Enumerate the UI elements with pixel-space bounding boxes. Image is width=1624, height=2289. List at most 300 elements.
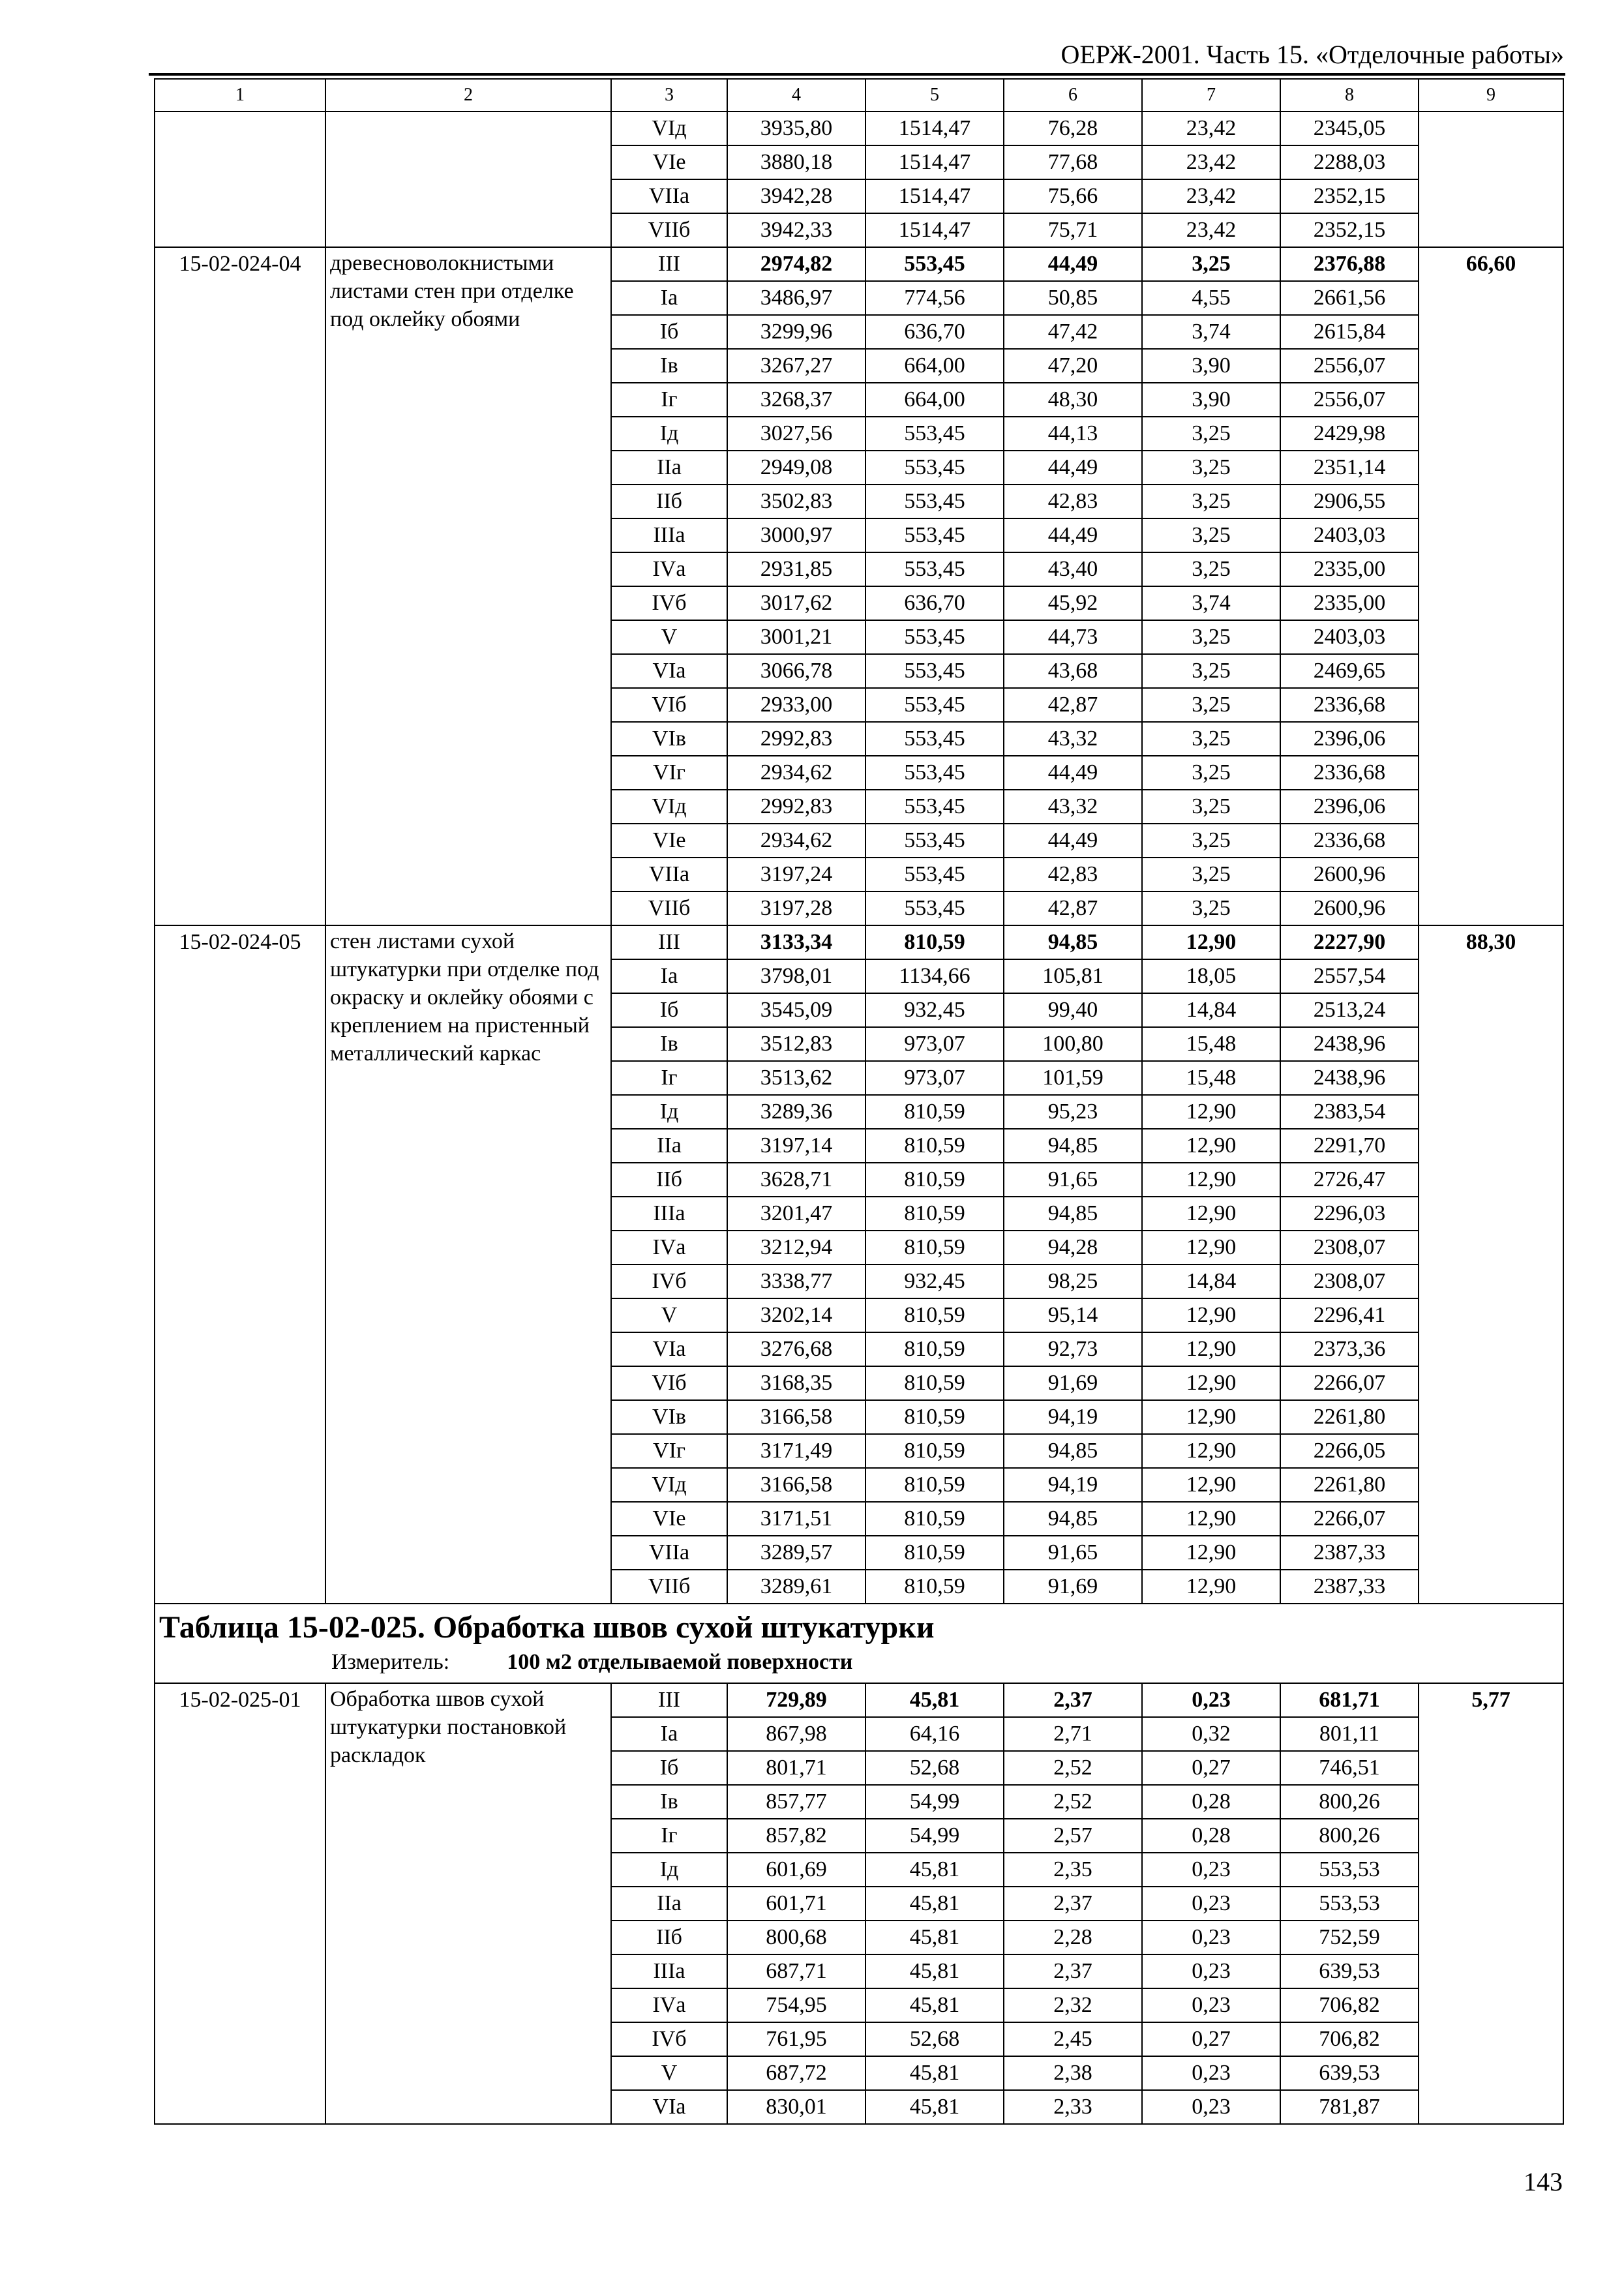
direct-costs-cell: 857,77 xyxy=(727,1785,865,1819)
wages-cell: 553,45 xyxy=(865,756,1004,790)
direct-costs-cell: 761,95 xyxy=(727,2022,865,2056)
column-number-cell: 9 xyxy=(1419,79,1563,112)
materials-cell: 2661,56 xyxy=(1280,281,1419,315)
zone-cell: III xyxy=(611,925,727,959)
wages-cell: 45,81 xyxy=(865,1683,1004,1717)
description-cell: древесноволокнистыми листами стен при отделке под оклейку обоями xyxy=(325,247,611,925)
wages-cell: 45,81 xyxy=(865,2056,1004,2090)
direct-costs-cell: 2934,62 xyxy=(727,756,865,790)
driver-wages-cell: 3,25 xyxy=(1142,654,1280,688)
wages-cell: 553,45 xyxy=(865,688,1004,722)
driver-wages-cell: 3,25 xyxy=(1142,688,1280,722)
direct-costs-cell: 867,98 xyxy=(727,1717,865,1751)
materials-cell: 639,53 xyxy=(1280,2056,1419,2090)
driver-wages-cell: 15,48 xyxy=(1142,1061,1280,1095)
driver-wages-cell: 12,90 xyxy=(1142,1570,1280,1604)
driver-wages-cell: 3,25 xyxy=(1142,451,1280,485)
wages-cell: 810,59 xyxy=(865,1400,1004,1434)
zone-cell: Iв xyxy=(611,349,727,383)
wages-cell: 45,81 xyxy=(865,1988,1004,2022)
wages-cell: 810,59 xyxy=(865,1502,1004,1536)
zone-cell: VIа xyxy=(611,2090,727,2124)
direct-costs-cell: 3027,56 xyxy=(727,417,865,451)
materials-cell: 800,26 xyxy=(1280,1785,1419,1819)
materials-cell: 2438,96 xyxy=(1280,1027,1419,1061)
wages-cell: 810,59 xyxy=(865,1129,1004,1163)
machines-cell: 99,40 xyxy=(1004,993,1142,1027)
zone-cell: III xyxy=(611,247,727,281)
zone-cell: IIб xyxy=(611,485,727,518)
direct-costs-cell: 3276,68 xyxy=(727,1332,865,1366)
direct-costs-cell: 3171,51 xyxy=(727,1502,865,1536)
machines-cell: 2,57 xyxy=(1004,1819,1142,1853)
machines-cell: 94,19 xyxy=(1004,1400,1142,1434)
materials-cell: 801,11 xyxy=(1280,1717,1419,1751)
direct-costs-cell: 3066,78 xyxy=(727,654,865,688)
wages-cell: 553,45 xyxy=(865,417,1004,451)
materials-cell: 2308,07 xyxy=(1280,1264,1419,1298)
driver-wages-cell: 23,42 xyxy=(1142,179,1280,213)
machines-cell: 2,37 xyxy=(1004,1954,1142,1988)
materials-cell: 2557,54 xyxy=(1280,959,1419,993)
labor-rate-cell: 5,77 xyxy=(1419,1683,1563,2124)
driver-wages-cell: 3,25 xyxy=(1142,722,1280,756)
zone-cell: Iа xyxy=(611,959,727,993)
driver-wages-cell: 12,90 xyxy=(1142,1231,1280,1264)
driver-wages-cell: 12,90 xyxy=(1142,1434,1280,1468)
labor-rate-cell: 88,30 xyxy=(1419,925,1563,1604)
driver-wages-cell: 0,23 xyxy=(1142,1954,1280,1988)
direct-costs-cell: 687,71 xyxy=(727,1954,865,1988)
wages-cell: 553,45 xyxy=(865,858,1004,891)
materials-cell: 2266,07 xyxy=(1280,1366,1419,1400)
zone-cell: VIе xyxy=(611,824,727,858)
table-row xyxy=(155,247,1563,281)
wages-cell: 553,45 xyxy=(865,722,1004,756)
wages-cell: 973,07 xyxy=(865,1061,1004,1095)
wages-cell: 1514,47 xyxy=(865,145,1004,179)
zone-cell: IIб xyxy=(611,1921,727,1954)
materials-cell: 639,53 xyxy=(1280,1954,1419,1988)
direct-costs-cell: 3486,97 xyxy=(727,281,865,315)
zone-cell: IIIа xyxy=(611,1197,727,1231)
column-number-cell: 6 xyxy=(1004,79,1142,112)
driver-wages-cell: 3,25 xyxy=(1142,620,1280,654)
machines-cell: 2,45 xyxy=(1004,2022,1142,2056)
code-cell xyxy=(155,112,325,247)
wages-cell: 553,45 xyxy=(865,654,1004,688)
machines-cell: 43,32 xyxy=(1004,790,1142,824)
zone-cell: Iб xyxy=(611,993,727,1027)
driver-wages-cell: 0,23 xyxy=(1142,1921,1280,1954)
code-cell: 15-02-025-01 xyxy=(155,1683,325,2124)
driver-wages-cell: 3,25 xyxy=(1142,518,1280,552)
materials-cell: 2403,03 xyxy=(1280,620,1419,654)
machines-cell: 92,73 xyxy=(1004,1332,1142,1366)
wages-cell: 52,68 xyxy=(865,2022,1004,2056)
machines-cell: 48,30 xyxy=(1004,383,1142,417)
machines-cell: 95,23 xyxy=(1004,1095,1142,1129)
direct-costs-cell: 801,71 xyxy=(727,1751,865,1785)
driver-wages-cell: 23,42 xyxy=(1142,213,1280,247)
materials-cell: 2336,68 xyxy=(1280,824,1419,858)
direct-costs-cell: 3935,80 xyxy=(727,112,865,145)
machines-cell: 2,37 xyxy=(1004,1887,1142,1921)
materials-cell: 746,51 xyxy=(1280,1751,1419,1785)
zone-cell: Iг xyxy=(611,1819,727,1853)
column-number-row xyxy=(155,79,1563,112)
driver-wages-cell: 3,25 xyxy=(1142,858,1280,891)
materials-cell: 800,26 xyxy=(1280,1819,1419,1853)
zone-cell: V xyxy=(611,620,727,654)
driver-wages-cell: 23,42 xyxy=(1142,112,1280,145)
machines-cell: 47,20 xyxy=(1004,349,1142,383)
direct-costs-cell: 3212,94 xyxy=(727,1231,865,1264)
materials-cell: 2387,33 xyxy=(1280,1536,1419,1570)
zone-cell: IVа xyxy=(611,1231,727,1264)
wages-cell: 810,59 xyxy=(865,1570,1004,1604)
wages-cell: 1514,47 xyxy=(865,213,1004,247)
materials-cell: 706,82 xyxy=(1280,1988,1419,2022)
materials-cell: 681,71 xyxy=(1280,1683,1419,1717)
direct-costs-cell: 3299,96 xyxy=(727,315,865,349)
page-number: 143 xyxy=(1524,2167,1563,2196)
materials-cell: 781,87 xyxy=(1280,2090,1419,2124)
driver-wages-cell: 0,23 xyxy=(1142,1988,1280,2022)
wages-cell: 810,59 xyxy=(865,1231,1004,1264)
direct-costs-cell: 2992,83 xyxy=(727,722,865,756)
materials-cell: 2261,80 xyxy=(1280,1468,1419,1502)
direct-costs-cell: 601,71 xyxy=(727,1887,865,1921)
zone-cell: VIв xyxy=(611,722,727,756)
materials-cell: 553,53 xyxy=(1280,1887,1419,1921)
zone-cell: VIв xyxy=(611,1400,727,1434)
machines-cell: 42,83 xyxy=(1004,485,1142,518)
zone-cell: IVа xyxy=(611,1988,727,2022)
machines-cell: 91,65 xyxy=(1004,1536,1142,1570)
direct-costs-cell: 3942,33 xyxy=(727,213,865,247)
zone-cell: VIд xyxy=(611,790,727,824)
zone-cell: V xyxy=(611,2056,727,2090)
materials-cell: 2351,14 xyxy=(1280,451,1419,485)
zone-cell: Iб xyxy=(611,315,727,349)
driver-wages-cell: 4,55 xyxy=(1142,281,1280,315)
materials-cell: 2513,24 xyxy=(1280,993,1419,1027)
zone-cell: VIIб xyxy=(611,891,727,925)
direct-costs-cell: 3628,71 xyxy=(727,1163,865,1197)
machines-cell: 91,69 xyxy=(1004,1570,1142,1604)
machines-cell: 91,65 xyxy=(1004,1163,1142,1197)
driver-wages-cell: 0,23 xyxy=(1142,2090,1280,2124)
materials-cell: 2396,06 xyxy=(1280,722,1419,756)
machines-cell: 94,19 xyxy=(1004,1468,1142,1502)
wages-cell: 932,45 xyxy=(865,1264,1004,1298)
wages-cell: 553,45 xyxy=(865,518,1004,552)
direct-costs-cell: 3202,14 xyxy=(727,1298,865,1332)
column-number-cell: 7 xyxy=(1142,79,1280,112)
direct-costs-cell: 3166,58 xyxy=(727,1468,865,1502)
driver-wages-cell: 12,90 xyxy=(1142,1366,1280,1400)
machines-cell: 105,81 xyxy=(1004,959,1142,993)
zone-cell: VIIб xyxy=(611,1570,727,1604)
driver-wages-cell: 0,27 xyxy=(1142,1751,1280,1785)
code-cell: 15-02-024-05 xyxy=(155,925,325,1604)
wages-cell: 810,59 xyxy=(865,1163,1004,1197)
machines-cell: 44,49 xyxy=(1004,247,1142,281)
driver-wages-cell: 12,90 xyxy=(1142,1502,1280,1536)
direct-costs-cell: 3289,61 xyxy=(727,1570,865,1604)
zone-cell: Iв xyxy=(611,1027,727,1061)
wages-cell: 1514,47 xyxy=(865,112,1004,145)
machines-cell: 2,52 xyxy=(1004,1785,1142,1819)
direct-costs-cell: 3201,47 xyxy=(727,1197,865,1231)
materials-cell: 2296,03 xyxy=(1280,1197,1419,1231)
driver-wages-cell: 12,90 xyxy=(1142,1163,1280,1197)
machines-cell: 42,83 xyxy=(1004,858,1142,891)
direct-costs-cell: 687,72 xyxy=(727,2056,865,2090)
direct-costs-cell: 729,89 xyxy=(727,1683,865,1717)
wages-cell: 45,81 xyxy=(865,1954,1004,1988)
direct-costs-cell: 3289,57 xyxy=(727,1536,865,1570)
machines-cell: 94,85 xyxy=(1004,1197,1142,1231)
driver-wages-cell: 3,90 xyxy=(1142,383,1280,417)
zone-cell: VIд xyxy=(611,112,727,145)
machines-cell: 94,85 xyxy=(1004,925,1142,959)
zone-cell: VIа xyxy=(611,654,727,688)
direct-costs-cell: 3166,58 xyxy=(727,1400,865,1434)
column-number-cell: 4 xyxy=(727,79,865,112)
direct-costs-cell: 2933,00 xyxy=(727,688,865,722)
machines-cell: 2,28 xyxy=(1004,1921,1142,1954)
materials-cell: 2469,65 xyxy=(1280,654,1419,688)
direct-costs-cell: 754,95 xyxy=(727,1988,865,2022)
zone-cell: IIIа xyxy=(611,518,727,552)
wages-cell: 553,45 xyxy=(865,247,1004,281)
machines-cell: 44,73 xyxy=(1004,620,1142,654)
zone-cell: IIа xyxy=(611,451,727,485)
machines-cell: 2,37 xyxy=(1004,1683,1142,1717)
materials-cell: 2403,03 xyxy=(1280,518,1419,552)
machines-cell: 94,85 xyxy=(1004,1434,1142,1468)
driver-wages-cell: 3,25 xyxy=(1142,417,1280,451)
driver-wages-cell: 0,28 xyxy=(1142,1785,1280,1819)
driver-wages-cell: 3,25 xyxy=(1142,552,1280,586)
direct-costs-cell: 830,01 xyxy=(727,2090,865,2124)
machines-cell: 42,87 xyxy=(1004,891,1142,925)
wages-cell: 553,45 xyxy=(865,552,1004,586)
machines-cell: 2,38 xyxy=(1004,2056,1142,2090)
wages-cell: 54,99 xyxy=(865,1785,1004,1819)
driver-wages-cell: 12,90 xyxy=(1142,1468,1280,1502)
machines-cell: 47,42 xyxy=(1004,315,1142,349)
driver-wages-cell: 12,90 xyxy=(1142,1129,1280,1163)
direct-costs-cell: 3513,62 xyxy=(727,1061,865,1095)
direct-costs-cell: 3171,49 xyxy=(727,1434,865,1468)
wages-cell: 973,07 xyxy=(865,1027,1004,1061)
direct-costs-cell: 3942,28 xyxy=(727,179,865,213)
driver-wages-cell: 0,23 xyxy=(1142,1683,1280,1717)
table-section-header-row xyxy=(155,1604,1563,1683)
wages-cell: 1514,47 xyxy=(865,179,1004,213)
machines-cell: 75,71 xyxy=(1004,213,1142,247)
machines-cell: 75,66 xyxy=(1004,179,1142,213)
machines-cell: 44,49 xyxy=(1004,756,1142,790)
materials-cell: 2726,47 xyxy=(1280,1163,1419,1197)
zone-cell: VIд xyxy=(611,1468,727,1502)
zone-cell: Iа xyxy=(611,281,727,315)
machines-cell: 44,49 xyxy=(1004,824,1142,858)
wages-cell: 52,68 xyxy=(865,1751,1004,1785)
driver-wages-cell: 12,90 xyxy=(1142,1298,1280,1332)
direct-costs-cell: 3512,83 xyxy=(727,1027,865,1061)
driver-wages-cell: 3,25 xyxy=(1142,756,1280,790)
wages-cell: 553,45 xyxy=(865,620,1004,654)
machines-cell: 50,85 xyxy=(1004,281,1142,315)
table-section-header xyxy=(155,1604,1563,1683)
machines-cell: 2,33 xyxy=(1004,2090,1142,2124)
zone-cell: Iв xyxy=(611,1785,727,1819)
driver-wages-cell: 23,42 xyxy=(1142,145,1280,179)
wages-cell: 810,59 xyxy=(865,1298,1004,1332)
wages-cell: 636,70 xyxy=(865,586,1004,620)
wages-cell: 45,81 xyxy=(865,1887,1004,1921)
driver-wages-cell: 0,27 xyxy=(1142,2022,1280,2056)
machines-cell: 101,59 xyxy=(1004,1061,1142,1095)
direct-costs-cell: 3017,62 xyxy=(727,586,865,620)
wages-cell: 54,99 xyxy=(865,1819,1004,1853)
table-title: Таблица 15-02-025. Обработка швов сухой штукатурки xyxy=(159,1610,935,1645)
zone-cell: IIа xyxy=(611,1887,727,1921)
wages-cell: 810,59 xyxy=(865,1197,1004,1231)
materials-cell: 2336,68 xyxy=(1280,756,1419,790)
materials-cell: 2373,36 xyxy=(1280,1332,1419,1366)
materials-cell: 553,53 xyxy=(1280,1853,1419,1887)
running-header: ОЕРЖ-2001. Часть 15. «Отделочные работы» xyxy=(1060,40,1564,69)
machines-cell: 42,87 xyxy=(1004,688,1142,722)
materials-cell: 2352,15 xyxy=(1280,213,1419,247)
machines-cell: 94,85 xyxy=(1004,1502,1142,1536)
column-number-cell: 5 xyxy=(865,79,1004,112)
measure-unit-value: 100 м2 отделываемой поверхности xyxy=(507,1650,853,1674)
direct-costs-cell: 3000,97 xyxy=(727,518,865,552)
direct-costs-cell: 3268,37 xyxy=(727,383,865,417)
description-cell: стен листами сухой штукатурки при отделке под окраску и оклейку обоями с креплением на пристенный металлический каркас xyxy=(325,925,611,1604)
zone-cell: III xyxy=(611,1683,727,1717)
materials-cell: 2336,68 xyxy=(1280,688,1419,722)
materials-cell: 2352,15 xyxy=(1280,179,1419,213)
wages-cell: 64,16 xyxy=(865,1717,1004,1751)
column-number-cell: 2 xyxy=(325,79,611,112)
driver-wages-cell: 3,25 xyxy=(1142,247,1280,281)
zone-cell: IVб xyxy=(611,1264,727,1298)
driver-wages-cell: 3,25 xyxy=(1142,891,1280,925)
wages-cell: 810,59 xyxy=(865,1468,1004,1502)
materials-cell: 2429,98 xyxy=(1280,417,1419,451)
direct-costs-cell: 2974,82 xyxy=(727,247,865,281)
machines-cell: 2,52 xyxy=(1004,1751,1142,1785)
driver-wages-cell: 12,90 xyxy=(1142,1536,1280,1570)
wages-cell: 553,45 xyxy=(865,451,1004,485)
wages-cell: 664,00 xyxy=(865,383,1004,417)
wages-cell: 553,45 xyxy=(865,891,1004,925)
driver-wages-cell: 12,90 xyxy=(1142,1197,1280,1231)
wages-cell: 553,45 xyxy=(865,824,1004,858)
machines-cell: 43,32 xyxy=(1004,722,1142,756)
zone-cell: Iа xyxy=(611,1717,727,1751)
code-cell: 15-02-024-04 xyxy=(155,247,325,925)
machines-cell: 100,80 xyxy=(1004,1027,1142,1061)
machines-cell: 91,69 xyxy=(1004,1366,1142,1400)
direct-costs-cell: 2949,08 xyxy=(727,451,865,485)
measure-unit-line xyxy=(155,1647,1563,1677)
direct-costs-cell: 3338,77 xyxy=(727,1264,865,1298)
driver-wages-cell: 0,23 xyxy=(1142,1853,1280,1887)
zone-cell: V xyxy=(611,1298,727,1332)
zone-cell: IIа xyxy=(611,1129,727,1163)
materials-cell: 2266,05 xyxy=(1280,1434,1419,1468)
wages-cell: 810,59 xyxy=(865,1536,1004,1570)
direct-costs-cell: 3197,14 xyxy=(727,1129,865,1163)
driver-wages-cell: 12,90 xyxy=(1142,1332,1280,1366)
wages-cell: 932,45 xyxy=(865,993,1004,1027)
machines-cell: 43,68 xyxy=(1004,654,1142,688)
zone-cell: Iг xyxy=(611,1061,727,1095)
direct-costs-cell: 2934,62 xyxy=(727,824,865,858)
direct-costs-cell: 3168,35 xyxy=(727,1366,865,1400)
materials-cell: 2556,07 xyxy=(1280,349,1419,383)
zone-cell: VIг xyxy=(611,756,727,790)
driver-wages-cell: 12,90 xyxy=(1142,925,1280,959)
direct-costs-cell: 3502,83 xyxy=(727,485,865,518)
wages-cell: 810,59 xyxy=(865,1332,1004,1366)
machines-cell: 98,25 xyxy=(1004,1264,1142,1298)
direct-costs-cell: 3001,21 xyxy=(727,620,865,654)
zone-cell: IVа xyxy=(611,552,727,586)
machines-cell: 94,85 xyxy=(1004,1129,1142,1163)
materials-cell: 2261,80 xyxy=(1280,1400,1419,1434)
rates-table xyxy=(154,78,1564,2125)
zone-cell: Iд xyxy=(611,1095,727,1129)
rates-table-body xyxy=(155,79,1563,2124)
zone-cell: IVб xyxy=(611,586,727,620)
wages-cell: 810,59 xyxy=(865,1434,1004,1468)
zone-cell: VIб xyxy=(611,688,727,722)
column-number-cell: 1 xyxy=(155,79,325,112)
direct-costs-cell: 2992,83 xyxy=(727,790,865,824)
machines-cell: 2,35 xyxy=(1004,1853,1142,1887)
machines-cell: 44,49 xyxy=(1004,518,1142,552)
zone-cell: VIб xyxy=(611,1366,727,1400)
zone-cell: VIIа xyxy=(611,179,727,213)
table-row xyxy=(155,925,1563,959)
direct-costs-cell: 3545,09 xyxy=(727,993,865,1027)
table-row xyxy=(155,1683,1563,1717)
zone-cell: VIIа xyxy=(611,858,727,891)
direct-costs-cell: 2931,85 xyxy=(727,552,865,586)
driver-wages-cell: 3,25 xyxy=(1142,485,1280,518)
zone-cell: VIе xyxy=(611,145,727,179)
materials-cell: 2383,54 xyxy=(1280,1095,1419,1129)
driver-wages-cell: 3,90 xyxy=(1142,349,1280,383)
header-rule xyxy=(149,73,1565,76)
materials-cell: 2227,90 xyxy=(1280,925,1419,959)
zone-cell: VIIа xyxy=(611,1536,727,1570)
zone-cell: VIг xyxy=(611,1434,727,1468)
materials-cell: 2345,05 xyxy=(1280,112,1419,145)
zone-cell: IVб xyxy=(611,2022,727,2056)
machines-cell: 77,68 xyxy=(1004,145,1142,179)
driver-wages-cell: 14,84 xyxy=(1142,993,1280,1027)
